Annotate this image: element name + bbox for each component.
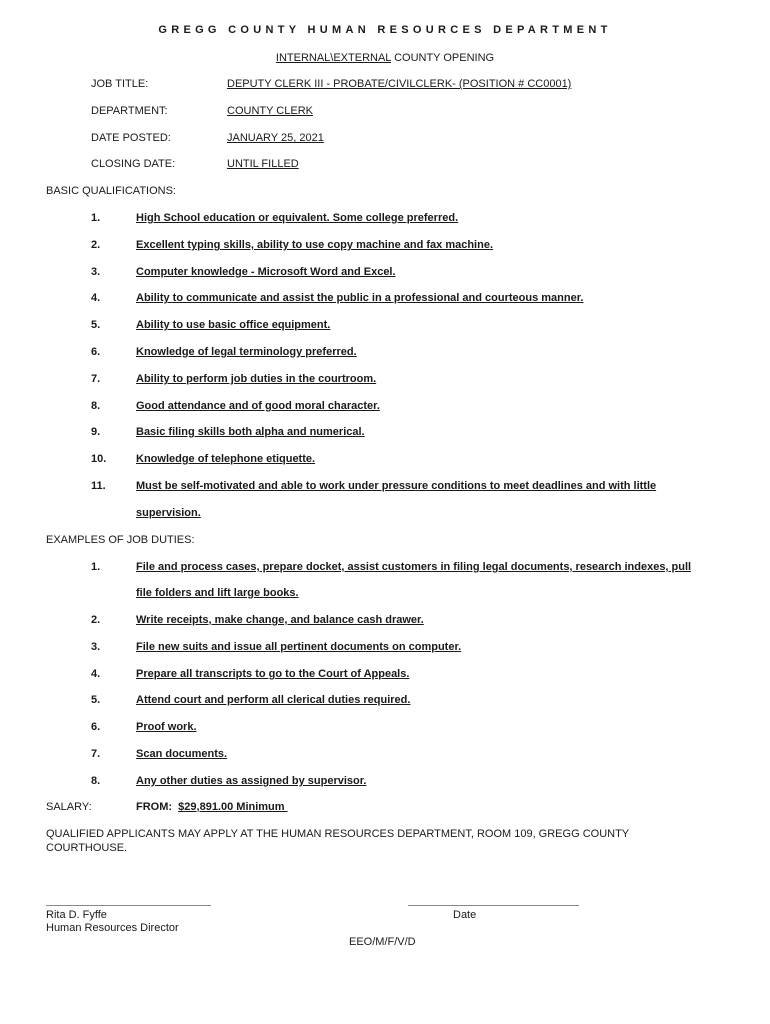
qualification-text: Computer knowledge - Microsoft Word and Excel. [136,266,396,278]
closing-date-value: UNTIL FILLED [227,158,299,170]
date-posted-label: DATE POSTED: [91,132,171,144]
qualification-number: 2. [91,239,101,251]
qualification-text: Basic filing skills both alpha and numerical. [136,426,365,438]
qualification-number: 10. [91,453,107,465]
department-value: COUNTY CLERK [227,105,313,117]
duty-number: 4. [91,668,101,680]
apply-note-line2: COURTHOUSE. [46,842,128,854]
duty-text: Write receipts, make change, and balance cash drawer. [136,614,424,626]
salary-amount: $29,891.00 Minimum [178,801,288,813]
qualification-number: 7. [91,373,101,385]
qualification-text: Must be self-motivated and able to work under pressure conditions to meet deadlines and with little [136,480,657,492]
department-title: GREGG COUNTY HUMAN RESOURCES DEPARTMENT [158,24,612,36]
qualification-number: 4. [91,292,101,304]
qualification-text-continued: supervision. [136,507,201,519]
basic-qualifications-heading: BASIC QUALIFICATIONS: [46,185,176,197]
duty-number: 6. [91,721,101,733]
salary-from-label: FROM: [136,801,179,813]
qualification-number: 1. [91,212,101,224]
closing-date-label: CLOSING DATE: [91,158,176,170]
duty-text: Proof work. [136,721,197,733]
duty-text: Prepare all transcripts to go to the Court of Appeals. [136,668,410,680]
duty-number: 7. [91,748,101,760]
date-label: Date [453,909,477,921]
date-line [408,905,579,906]
qualification-number: 8. [91,400,101,412]
opening-type-underlined: INTERNAL\EXTERNAL [275,52,392,64]
duty-number: 5. [91,694,101,706]
qualification-text: Excellent typing skills, ability to use copy machine and fax machine. [136,239,494,251]
salary-value [136,801,288,813]
apply-note-line1: QUALIFIED APPLICANTS MAY APPLY AT THE HUMAN RESOURCES DEPARTMENT, ROOM 109, GREGG COUNTY [46,828,630,840]
qualification-number: 9. [91,426,101,438]
duty-text-continued: file folders and lift large books. [136,587,299,599]
qualification-text: Knowledge of telephone etiquette. [136,453,316,465]
qualification-number: 6. [91,346,101,358]
duty-number: 8. [91,775,101,787]
qualification-number: 3. [91,266,101,278]
qualification-number: 5. [91,319,101,331]
qualification-text: Ability to perform job duties in the courtroom. [136,373,377,385]
opening-type [0,52,770,64]
duty-number: 1. [91,561,101,573]
date-posted-value: JANUARY 25, 2021 [227,132,324,144]
duty-text: Any other duties as assigned by supervisor. [136,775,367,787]
duty-text: Attend court and perform all clerical duties required. [136,694,411,706]
job-duties-heading: EXAMPLES OF JOB DUTIES: [46,534,195,546]
qualification-text: Ability to communicate and assist the public in a professional and courteous manner. [136,292,584,304]
duty-text: Scan documents. [136,748,228,760]
duty-number: 2. [91,614,101,626]
duty-number: 3. [91,641,101,653]
qualification-text: Good attendance and of good moral character. [136,400,380,412]
eeo-statement: EEO/M/F/V/D [349,936,416,948]
duty-text: File and process cases, prepare docket, assist customers in filing legal documents, research indexes, pull [136,561,692,573]
qualification-text: High School education or equivalent. Some college preferred. [136,212,459,224]
job-title-value: DEPUTY CLERK III - PROBATE/CIVILCLERK- (POSITION # CC0001) [227,78,572,90]
salary-label: SALARY: [46,801,92,813]
signatory-name: Rita D. Fyffe [46,909,107,921]
qualification-number: 11. [91,480,106,492]
opening-type-rest: COUNTY OPENING [391,52,495,64]
signatory-title: Human Resources Director [46,922,179,934]
job-title-label: JOB TITLE: [91,78,149,90]
qualification-text: Ability to use basic office equipment. [136,319,331,331]
duty-text: File new suits and issue all pertinent documents on computer. [136,641,462,653]
qualification-text: Knowledge of legal terminology preferred. [136,346,357,358]
signature-line [46,905,211,906]
department-label: DEPARTMENT: [91,105,168,117]
